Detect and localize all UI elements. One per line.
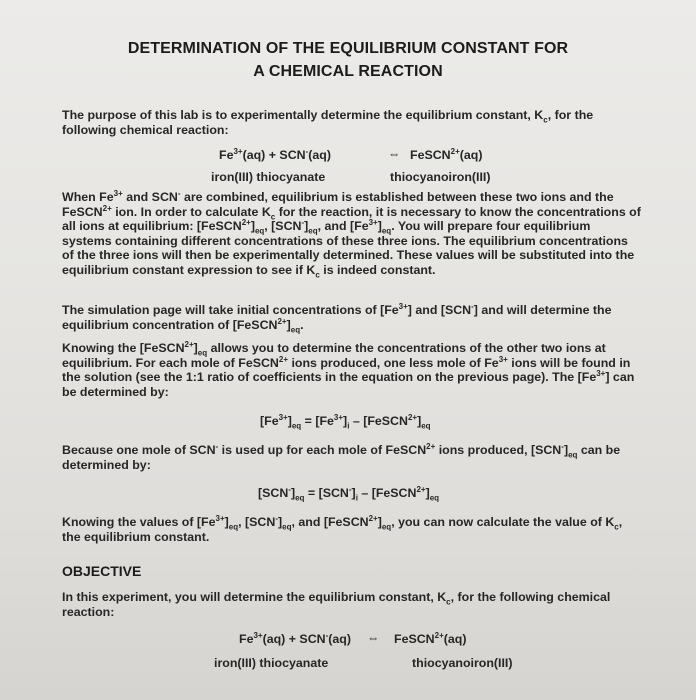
paragraph-simulation: The simulation page will take initial concentrations of $[Fe^{3+}]$ and [SCN-] and will determine the equilibrium concentration of $[FeSCN^{2+}]_{eq}$. [62,301,612,335]
paragraph-thiocyanate: Because one mole of SCN- is used up for each mole of FeSCN$^{2+}$ ions produced, $[SCN^-]_{eq}$ can be determined by: [62,441,621,472]
equation-thiocyanate-equilibrium: $[SCN^-]_{eq} = [SCN^-]_i$ – $[FeSCN^{2+}]_{eq}$ [258,484,440,503]
page-title-line-1: DETERMINATION OF THE EQUILIBRIUM CONSTANT FOR [127,40,569,57]
equilibrium-arrow-icon-2: ⇔ [367,631,380,645]
reaction-1-reactants: $Fe^{3+}(aq) + SCN^-(aq)$ [219,146,331,162]
paragraph-calculate-kc: Knowing the values of $[Fe^{3+}]_{eq}$, $[SCN^-]_{eq}$, and $[FeSCN^{2+}]_{eq}$, you can now calculate the value of $K_c$, the equilibrium constant. [62,513,623,544]
page-title-line-2: A CHEMICAL REACTION [253,63,443,80]
reaction-1-product-label: thiocyanoiron(III) [390,170,491,184]
objective-heading: OBJECTIVE [62,563,142,579]
reaction-2-reactants: $Fe^{3+}(aq) + SCN^-(aq)$ [239,630,351,646]
reaction-1-product: FeSCN$^{2+}$(aq) [410,146,483,162]
paragraph-equilibrium-intro: When $Fe^{3+}$ and SCN- are combined, equilibrium is established between these two ions and the FeSCN$^{2+}$ ion. In order to calculate $K_c$ for the reaction, it is necessary to know the concentrations of all ions at equilibrium: $[FeSCN^{2+}]_{eq}$, $[SCN^-]_{eq}$, and $[Fe^{3+}]_{eq}$. You will prepare four equilibrium systems containing different concentrations of these three ions. The equilibrium concentrations of the three ions will then be experimentally determined. These values will be substituted into the equilibrium constant expression to see if $K_c$ is indeed constant. [62,188,641,280]
purpose-paragraph: The purpose of this lab is to experimentally determine the equilibrium constant, $K_c$, for the following chemical reaction: [62,108,594,137]
reaction-2-product: FeSCN$^{2+}$(aq) [394,630,467,646]
reaction-2-product-label: thiocyanoiron(III) [412,656,513,670]
paragraph-iron-concentration: Knowing the $[FeSCN^{2+}]_{eq}$ allows you to determine the concentrations of the other two ions at equilibrium. For each mole of FeSCN$^{2+}$ ions produced, one less mole of $Fe^{3+}$ ions will be found in the solution (see the 1:1 ratio of coefficients in the equation on the previous page). The $[Fe^{3+}]$ can be determined by: [62,339,635,399]
equilibrium-arrow-icon: ⇔ [388,147,401,161]
reaction-2-reactant-labels: iron(III) thiocyanate [214,656,329,670]
equation-iron-equilibrium: $[Fe^{3+}]_{eq} = [Fe^{3+}]_i$ – $[FeSCN^{2+}]_{eq}$ [260,412,431,431]
reaction-1-reactant-labels: iron(III) thiocyanate [211,170,326,184]
objective-paragraph: In this experiment, you will determine the equilibrium constant, $K_c$, for the following chemical reaction: [62,590,611,619]
